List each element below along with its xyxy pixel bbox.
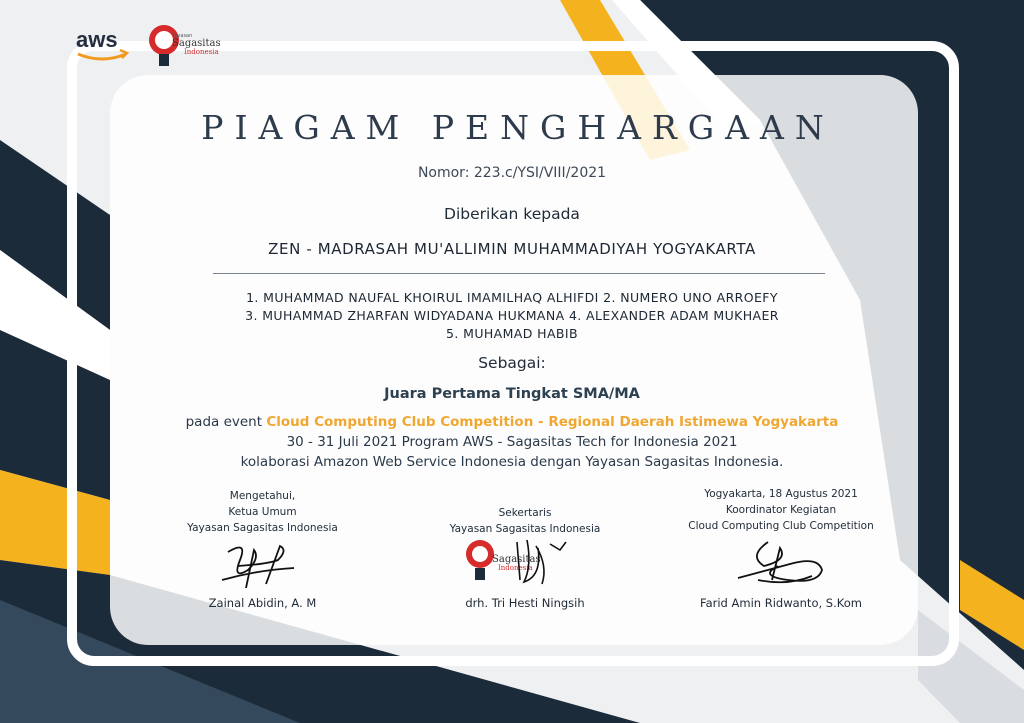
- award-title: Juara Pertama Tingkat SMA/MA: [384, 386, 640, 402]
- svg-text:Sagasitas: Sagasitas: [172, 38, 221, 49]
- signatory-name: Farid Amin Ridwanto, S.Kom: [700, 596, 862, 610]
- signatory-title-line: Cloud Computing Club Competition: [688, 520, 874, 532]
- divider: [213, 273, 825, 274]
- signatory-left: [180, 488, 345, 536]
- signatory-name: Zainal Abidin, A. M: [208, 596, 317, 610]
- signatory-right: [675, 486, 887, 534]
- certificate-number: Nomor: 223.c/YSI/VIII/2021: [417, 165, 607, 181]
- logo-area: [74, 16, 234, 76]
- svg-text:Yayasan: Yayasan: [172, 33, 193, 39]
- signatory-name: drh. Tri Hesti Ningsih: [465, 596, 585, 610]
- as-label: Sebagai:: [478, 354, 546, 372]
- svg-text:Indonesia: Indonesia: [184, 48, 219, 56]
- sagasitas-logo: [149, 25, 221, 66]
- team-name: ZEN - MADRASAH MU'ALLIMIN MUHAMMADIYAH YOGYAKARTA: [268, 240, 756, 258]
- given-to-label: Diberikan kepada: [444, 205, 580, 223]
- svg-text:Indonesia: Indonesia: [498, 564, 533, 572]
- svg-text:aws: aws: [76, 27, 118, 52]
- signatory-title-line: Sekertaris: [498, 507, 552, 519]
- signatory-title-line: Yogyakarta, 18 Agustus 2021: [704, 488, 858, 500]
- signatory-title-line: Yayasan Sagasitas Indonesia: [449, 523, 601, 535]
- svg-text:Sagasitas: Sagasitas: [492, 554, 541, 565]
- aws-logo: [76, 27, 127, 59]
- member-line: 5. MUHAMAD HABIB: [446, 326, 578, 341]
- member-line: 3. MUHAMMAD ZHARFAN WIDYADANA HUKMANA 4. ALEXANDER ADAM MUKHAER: [245, 308, 779, 323]
- signature-left: [218, 540, 298, 592]
- member-line: 1. MUHAMMAD NAUFAL KHOIRUL IMAMILHAQ ALHIFDI 2. NUMERO UNO ARROEFY: [246, 290, 778, 305]
- stamp-signature-center: [462, 536, 572, 592]
- signatory-center: [435, 505, 615, 537]
- signatory-title-line: Yayasan Sagasitas Indonesia: [187, 522, 338, 534]
- date-line: 30 - 31 Juli 2021 Program AWS - Sagasitas Tech for Indonesia 2021: [286, 434, 738, 450]
- event-line: [0, 414, 1024, 430]
- signature-right: [728, 536, 828, 592]
- signatory-title-line: Ketua Umum: [228, 506, 297, 518]
- signatory-title-line: Mengetahui,: [229, 490, 296, 502]
- collab-line: kolaborasi Amazon Web Service Indonesia dengan Yayasan Sagasitas Indonesia.: [240, 454, 784, 470]
- event-prefix: pada event: [185, 414, 267, 430]
- certificate-title: PIAGAM PENGHARGAAN: [201, 108, 835, 147]
- signatory-title-line: Koordinator Kegiatan: [725, 504, 837, 516]
- event-name: Cloud Computing Club Competition - Regional Daerah Istimewa Yogyakarta: [266, 414, 839, 430]
